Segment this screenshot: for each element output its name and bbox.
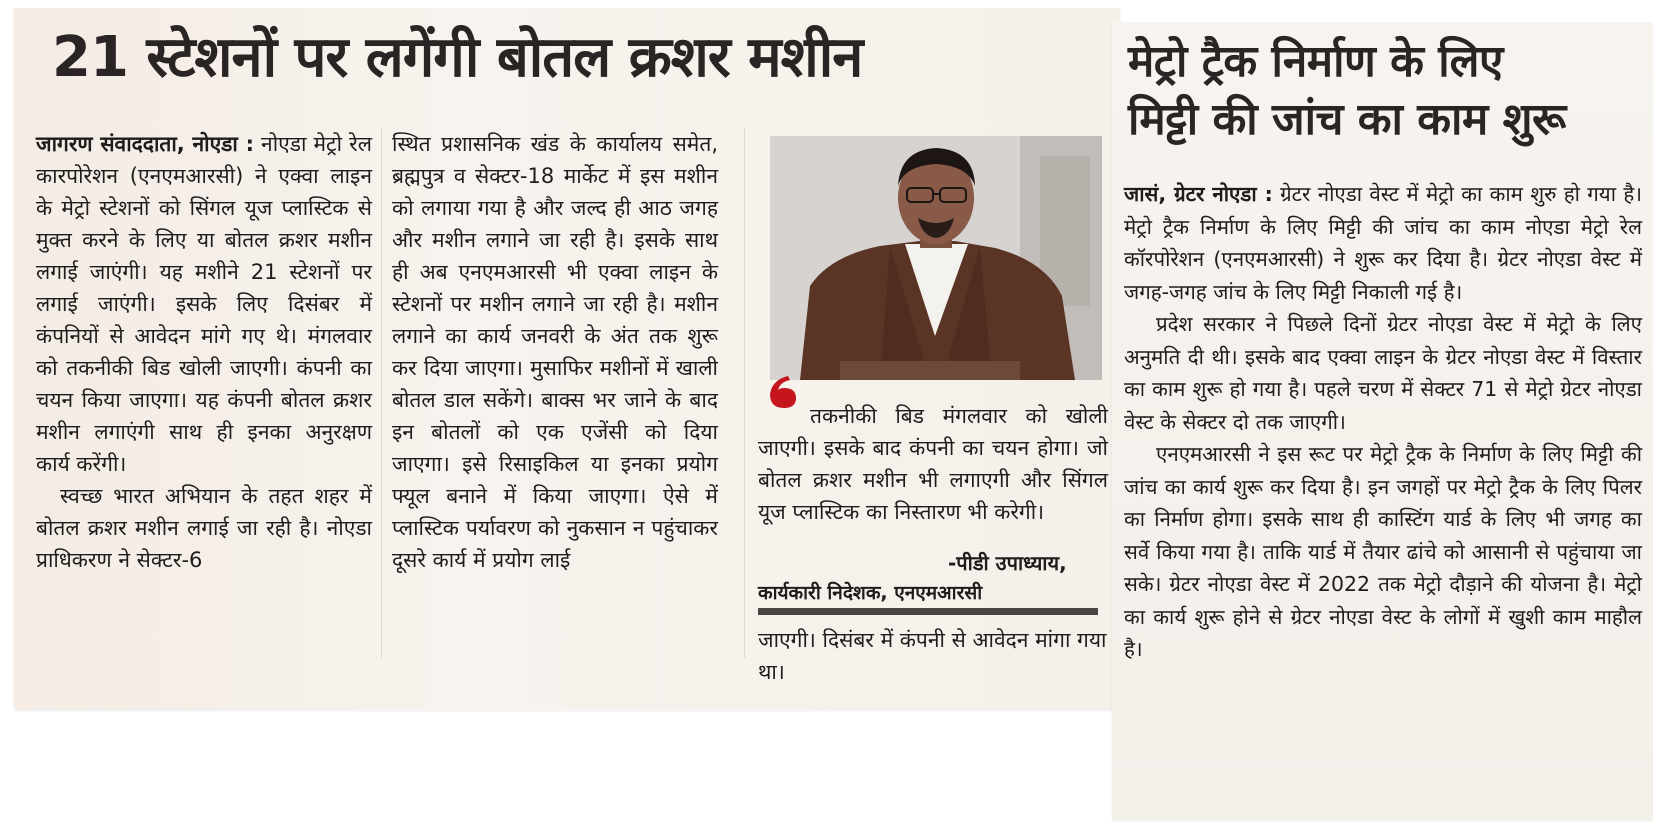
pull-quote-attribution — [758, 551, 1108, 606]
right-story-paragraph-2: प्रदेश सरकार ने पिछले दिनों ग्रेटर नोएडा वेस्ट में मेट्रो के लिए अनुमति दी थी। इसके बाद एक्वा लाइन के ग्रेटर नोएडा वेस्ट में विस्तार का काम शुरू हो गया है। पहले चरण में सेक्टर 71 से मेट्रो ग्रेटर नोएडा वेस्ट के सेक्टर दो तक जाएगी। — [1124, 312, 1642, 434]
right-story-paragraph-3: एनएमआरसी ने इस रूट पर मेट्रो ट्रैक के निर्माण के लिए मिट्टी की जांच का कार्य शुरू कर दिया है। इन जगहों पर मेट्रो ट्रैक के लिए पिलर का निर्माण होगा। इसके साथ ही कास्टिंग यार्ड के लिए भी जगह का सर्वे किया गया है। ताकि यार्ड में तैयार ढांचे को आसानी से पहुंचाया जा सके। ग्रेटर नोएडा वेस्ट में 2022 तक मेट्रो दौड़ाने की योजना है। मेट्रो का कार्य शुरू होने से ग्रेटर नोएडा वेस्ट के लोगों में खुशी काम माहौल है। — [1124, 442, 1642, 661]
column-1-paragraph-1 — [36, 128, 372, 480]
column-divider — [381, 128, 382, 658]
right-story-headline-line-2: मिट्टी की जांच का काम शुरू — [1128, 94, 1566, 145]
right-story-paragraph-1-text: ग्रेटर नोएडा वेस्ट में मेट्रो का काम शुरु हो गया है। मेट्रो ट्रैक निर्माण के लिए मिट्टी की जांच का काम नोएडा मेट्रो रेल कॉरपोरेशन (एनएमआरसी) ने शुरू कर दिया है। ग्रेटर नोएडा वेस्ट में जगह-जगह जांच के लिए मिट्टी निकाली गई है। — [1124, 182, 1642, 304]
right-story-body — [1124, 178, 1642, 666]
column-1-paragraph-1-text: नोएडा मेट्रो रेल कारपोरेशन (एनएमआरसी) ने एक्वा लाइन के मेट्रो स्टेशनों को सिंगल यूज प्लास्टिक से मुक्त करने के लिए या बोतल क्रशर मशीन लगाई जाएंगी। यह मशीने 21 स्टेशनों पर लगाई जाएंगी। इसके लिए दिसंबर में कंपनियों से आवेदन मांगे गए थे। मंगलवार को तकनीकी बिड खोली जाएगी। कंपनी का चयन किया जाएगा। यह कंपनी बोतल क्रशर मशीन लगाएंगी साथ ही इनका अनुरक्षण कार्य करेंगी। — [36, 132, 372, 476]
left-story-column-3-tail — [758, 624, 1108, 688]
pull-quote-name: -पीडी उपाध्याय, — [948, 551, 1067, 575]
left-story-column-2 — [392, 128, 718, 576]
right-story-headline-line-1: मेट्रो ट्रैक निर्माण के लिए — [1128, 36, 1503, 87]
right-story-paragraph-1 — [1124, 178, 1642, 308]
left-story-dateline: जागरण संवाददाता, नोएडा : — [36, 132, 254, 156]
quote-divider-rule — [758, 608, 1098, 615]
column-3-tail-text: जाएगी। दिसंबर में कंपनी से आवेदन मांगा गया था। — [758, 628, 1107, 684]
right-story-dateline: जासं, ग्रेटर नोएडा : — [1124, 182, 1273, 206]
column-1-paragraph-2: स्वच्छ भारत अभियान के तहत शहर में बोतल क्रशर मशीन लगाई जा रही है। नोएडा प्राधिकरण ने सेक्टर-6 — [36, 484, 372, 572]
left-story-headline: 21 स्टेशनों पर लगेंगी बोतल क्रशर मशीन — [52, 25, 863, 90]
official-portrait-photo — [770, 136, 1102, 380]
column-2-paragraph-1: स्थित प्रशासनिक खंड के कार्यालय समेत, ब्रह्मपुत्र व सेक्टर-18 मार्केट में इस मशीन को लगाया गया है और जल्द ही आठ जगह और मशीन लगाने जा रही है। इसके साथ ही अब एनएमआरसी भी एक्वा लाइन के स्टेशनों पर मशीन लगाने जा रही है। मशीन लगाने का कार्य जनवरी के अंत तक शुरू कर दिया जाएगा। मुसाफिर मशीनों में खाली बोतल डाल सकेंगे। बाक्स भर जाने के बाद इन बोतलों को एक एजेंसी को दिया जाएगा। इसे रिसाइकिल या इनका प्रयोग फ्यूल बनाने में किया जाएगा। ऐसे में प्लास्टिक पर्यावरण को नुकसान न पहुंचाकर दूसरे कार्य में प्रयोग लाई — [392, 132, 718, 572]
column-divider — [744, 128, 745, 658]
pull-quote-title: कार्यकारी निदेशक, एनएमआरसी — [758, 582, 983, 604]
pull-quote — [758, 400, 1108, 528]
pull-quote-text: तकनीकी बिड मंगलवार को खोली जाएगी। इसके बाद कंपनी का चयन होगा। जो बोतल क्रशर मशीन भी लगाएगी और सिंगल यूज प्लास्टिक का निस्तारण भी करेगी। — [758, 404, 1108, 524]
left-story-column-1 — [36, 128, 372, 576]
